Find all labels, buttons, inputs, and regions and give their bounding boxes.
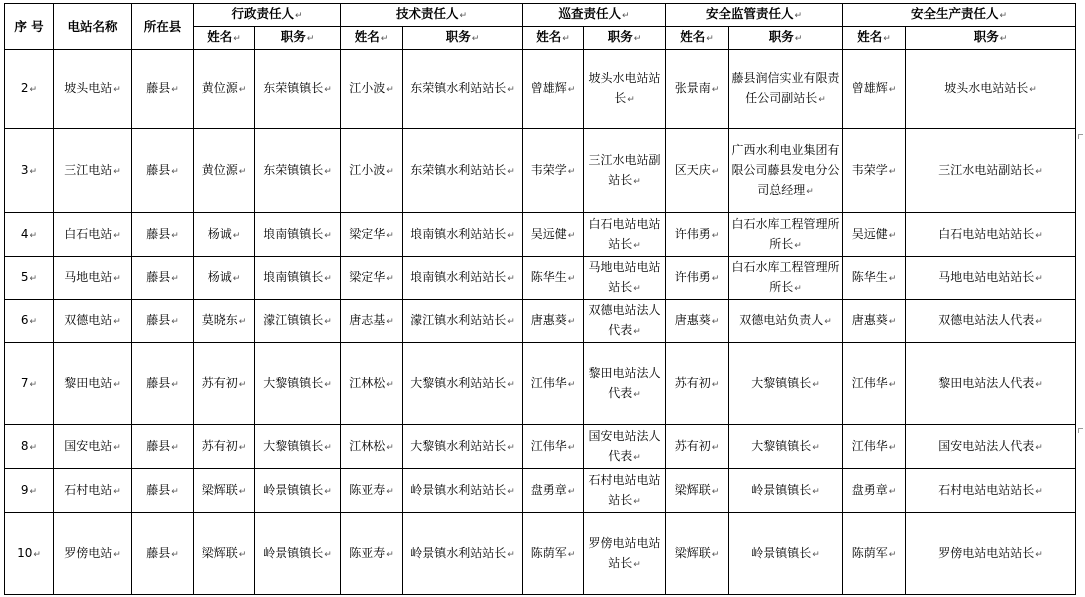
cell-admin-name: 苏有初↵ — [194, 425, 255, 469]
cell-production-position: 三江水电站副站长↵ — [906, 129, 1076, 213]
cell-tech-position: 岭景镇水利站站长↵ — [403, 513, 523, 595]
subheader-name: 姓名↵ — [341, 27, 403, 50]
cell-station: 白石电站↵ — [54, 213, 132, 257]
cell-production-name: 江伟华↵ — [843, 343, 906, 425]
cell-tech-name: 陈亚寿↵ — [341, 513, 403, 595]
subheader-name: 姓名↵ — [843, 27, 906, 50]
cell-tech-name: 陈亚寿↵ — [341, 469, 403, 513]
cell-seq: 10↵ — [5, 513, 54, 595]
cell-production-name: 盘勇章↵ — [843, 469, 906, 513]
subheader-name: 姓名↵ — [666, 27, 729, 50]
group-header-tech: 技术责任人↵ — [341, 4, 523, 27]
cell-production-position: 马地电站电站站长↵ — [906, 257, 1076, 300]
cell-patrol-position: 双德电站法人代表↵ — [584, 300, 666, 343]
cell-production-position: 双德电站法人代表↵ — [906, 300, 1076, 343]
cell-patrol-position: 国安电站法人代表↵ — [584, 425, 666, 469]
cell-production-position: 石村电站电站站长↵ — [906, 469, 1076, 513]
cell-admin-position: 岭景镇镇长↵ — [255, 513, 341, 595]
subheader-name: 姓名↵ — [194, 27, 255, 50]
cell-patrol-name: 江伟华↵ — [523, 425, 584, 469]
cell-production-name: 韦荣学↵ — [843, 129, 906, 213]
responsibility-table — [4, 3, 1076, 595]
subheader-position: 职务↵ — [729, 27, 843, 50]
cell-station: 罗傍电站↵ — [54, 513, 132, 595]
cell-supervision-name: 梁辉联↵ — [666, 513, 729, 595]
cell-tech-name: 江小波↵ — [341, 50, 403, 129]
cell-supervision-position: 大黎镇镇长↵ — [729, 425, 843, 469]
cell-admin-position: 埌南镇镇长↵ — [255, 257, 341, 300]
cell-county: 藤县↵ — [132, 129, 194, 213]
cell-tech-position: 东荣镇水利站站长↵ — [403, 129, 523, 213]
group-header-patrol: 巡查责任人↵ — [523, 4, 666, 27]
cell-county: 藤县↵ — [132, 469, 194, 513]
page-edge-marker — [1078, 134, 1083, 139]
group-header-production: 安全生产责任人↵ — [843, 4, 1076, 27]
cell-admin-name: 杨诚↵ — [194, 257, 255, 300]
cell-production-position: 坡头水电站站长↵ — [906, 50, 1076, 129]
cell-admin-position: 东荣镇镇长↵ — [255, 50, 341, 129]
cell-seq: 5↵ — [5, 257, 54, 300]
cell-patrol-name: 唐惠葵↵ — [523, 300, 584, 343]
cell-tech-position: 埌南镇水利站站长↵ — [403, 213, 523, 257]
cell-county: 藤县↵ — [132, 50, 194, 129]
cell-patrol-name: 曾雄辉↵ — [523, 50, 584, 129]
cell-station: 马地电站↵ — [54, 257, 132, 300]
cell-seq: 3↵ — [5, 129, 54, 213]
subheader-position: 职务↵ — [906, 27, 1076, 50]
cell-admin-name: 莫晓东↵ — [194, 300, 255, 343]
cell-seq: 2↵ — [5, 50, 54, 129]
cell-patrol-position: 坡头水电站站长↵ — [584, 50, 666, 129]
cell-supervision-position: 白石水库工程管理所所长↵ — [729, 257, 843, 300]
cell-county: 藤县↵ — [132, 213, 194, 257]
cell-production-name: 陈华生↵ — [843, 257, 906, 300]
subheader-position: 职务↵ — [403, 27, 523, 50]
table-row — [5, 213, 1076, 257]
cell-patrol-position: 罗傍电站电站站长↵ — [584, 513, 666, 595]
cell-seq: 6↵ — [5, 300, 54, 343]
cell-station: 三江电站↵ — [54, 129, 132, 213]
cell-tech-name: 江小波↵ — [341, 129, 403, 213]
cell-admin-position: 濛江镇镇长↵ — [255, 300, 341, 343]
cell-admin-position: 大黎镇镇长↵ — [255, 343, 341, 425]
cell-admin-name: 杨诚↵ — [194, 213, 255, 257]
cell-supervision-position: 广西水利电业集团有限公司藤县发电分公司总经理↵ — [729, 129, 843, 213]
header-row-1 — [5, 4, 1076, 27]
cell-tech-position: 濛江镇水利站站长↵ — [403, 300, 523, 343]
cell-patrol-name: 吴远健↵ — [523, 213, 584, 257]
subheader-name: 姓名↵ — [523, 27, 584, 50]
cell-tech-name: 江林松↵ — [341, 425, 403, 469]
cell-production-position: 罗傍电站电站站长↵ — [906, 513, 1076, 595]
cell-station: 双德电站↵ — [54, 300, 132, 343]
cell-tech-position: 大黎镇水利站站长↵ — [403, 425, 523, 469]
cell-supervision-position: 双德电站负责人↵ — [729, 300, 843, 343]
cell-seq: 9↵ — [5, 469, 54, 513]
cell-tech-position: 东荣镇水利站站长↵ — [403, 50, 523, 129]
cell-tech-name: 江林松↵ — [341, 343, 403, 425]
page-edge-marker — [1078, 428, 1083, 433]
cell-station: 国安电站↵ — [54, 425, 132, 469]
group-header-admin: 行政责任人↵ — [194, 4, 341, 27]
cell-production-name: 唐惠葵↵ — [843, 300, 906, 343]
cell-tech-position: 埌南镇水利站站长↵ — [403, 257, 523, 300]
cell-admin-name: 梁辉联↵ — [194, 513, 255, 595]
cell-tech-name: 唐志基↵ — [341, 300, 403, 343]
cell-admin-position: 岭景镇镇长↵ — [255, 469, 341, 513]
cell-patrol-name: 陈荫军↵ — [523, 513, 584, 595]
cell-admin-position: 大黎镇镇长↵ — [255, 425, 341, 469]
cell-station: 坡头电站↵ — [54, 50, 132, 129]
col-header-seq: 序 号 — [5, 4, 54, 50]
cell-admin-position: 东荣镇镇长↵ — [255, 129, 341, 213]
cell-county: 藤县↵ — [132, 257, 194, 300]
cell-production-position: 国安电站法人代表↵ — [906, 425, 1076, 469]
cell-production-name: 曾雄辉↵ — [843, 50, 906, 129]
cell-production-position: 黎田电站法人代表↵ — [906, 343, 1076, 425]
cell-tech-name: 梁定华↵ — [341, 213, 403, 257]
cell-supervision-name: 苏有初↵ — [666, 343, 729, 425]
subheader-position: 职务↵ — [584, 27, 666, 50]
cell-county: 藤县↵ — [132, 513, 194, 595]
cell-supervision-position: 岭景镇镇长↵ — [729, 469, 843, 513]
cell-patrol-position: 石村电站电站站长↵ — [584, 469, 666, 513]
table-row — [5, 425, 1076, 469]
cell-admin-name: 黄位源↵ — [194, 50, 255, 129]
table-row — [5, 343, 1076, 425]
cell-supervision-name: 苏有初↵ — [666, 425, 729, 469]
cell-supervision-position: 大黎镇镇长↵ — [729, 343, 843, 425]
cell-admin-name: 梁辉联↵ — [194, 469, 255, 513]
table-row — [5, 469, 1076, 513]
table-row — [5, 513, 1076, 595]
cell-admin-position: 埌南镇镇长↵ — [255, 213, 341, 257]
table-row — [5, 300, 1076, 343]
cell-production-name: 陈荫军↵ — [843, 513, 906, 595]
cell-production-position: 白石电站电站站长↵ — [906, 213, 1076, 257]
cell-supervision-name: 许伟勇↵ — [666, 257, 729, 300]
cell-admin-name: 黄位源↵ — [194, 129, 255, 213]
cell-county: 藤县↵ — [132, 425, 194, 469]
cell-station: 黎田电站↵ — [54, 343, 132, 425]
cell-patrol-position: 白石电站电站站长↵ — [584, 213, 666, 257]
cell-production-name: 江伟华↵ — [843, 425, 906, 469]
cell-county: 藤县↵ — [132, 343, 194, 425]
cell-supervision-name: 唐惠葵↵ — [666, 300, 729, 343]
cell-patrol-name: 韦荣学↵ — [523, 129, 584, 213]
table-row — [5, 50, 1076, 129]
cell-supervision-position: 白石水库工程管理所所长↵ — [729, 213, 843, 257]
cell-supervision-name: 许伟勇↵ — [666, 213, 729, 257]
cell-seq: 8↵ — [5, 425, 54, 469]
cell-supervision-name: 张景南↵ — [666, 50, 729, 129]
table-row — [5, 129, 1076, 213]
cell-station: 石村电站↵ — [54, 469, 132, 513]
cell-admin-name: 苏有初↵ — [194, 343, 255, 425]
cell-county: 藤县↵ — [132, 300, 194, 343]
cell-supervision-name: 区天庆↵ — [666, 129, 729, 213]
cell-tech-position: 岭景镇水利站站长↵ — [403, 469, 523, 513]
cell-tech-position: 大黎镇水利站站长↵ — [403, 343, 523, 425]
cell-patrol-position: 黎田电站法人代表↵ — [584, 343, 666, 425]
cell-patrol-name: 陈华生↵ — [523, 257, 584, 300]
cell-production-name: 吴远健↵ — [843, 213, 906, 257]
group-header-supervision: 安全监管责任人↵ — [666, 4, 843, 27]
cell-patrol-position: 三江水电站副站长↵ — [584, 129, 666, 213]
subheader-position: 职务↵ — [255, 27, 341, 50]
cell-supervision-position: 岭景镇镇长↵ — [729, 513, 843, 595]
cell-supervision-name: 梁辉联↵ — [666, 469, 729, 513]
cell-supervision-position: 藤县润信实业有限责任公司副站长↵ — [729, 50, 843, 129]
col-header-county: 所在县 — [132, 4, 194, 50]
cell-patrol-position: 马地电站电站站长↵ — [584, 257, 666, 300]
cell-seq: 4↵ — [5, 213, 54, 257]
col-header-station-name: 电站名称 — [54, 4, 132, 50]
cell-seq: 7↵ — [5, 343, 54, 425]
cell-patrol-name: 盘勇章↵ — [523, 469, 584, 513]
cell-tech-name: 梁定华↵ — [341, 257, 403, 300]
table-row — [5, 257, 1076, 300]
cell-patrol-name: 江伟华↵ — [523, 343, 584, 425]
